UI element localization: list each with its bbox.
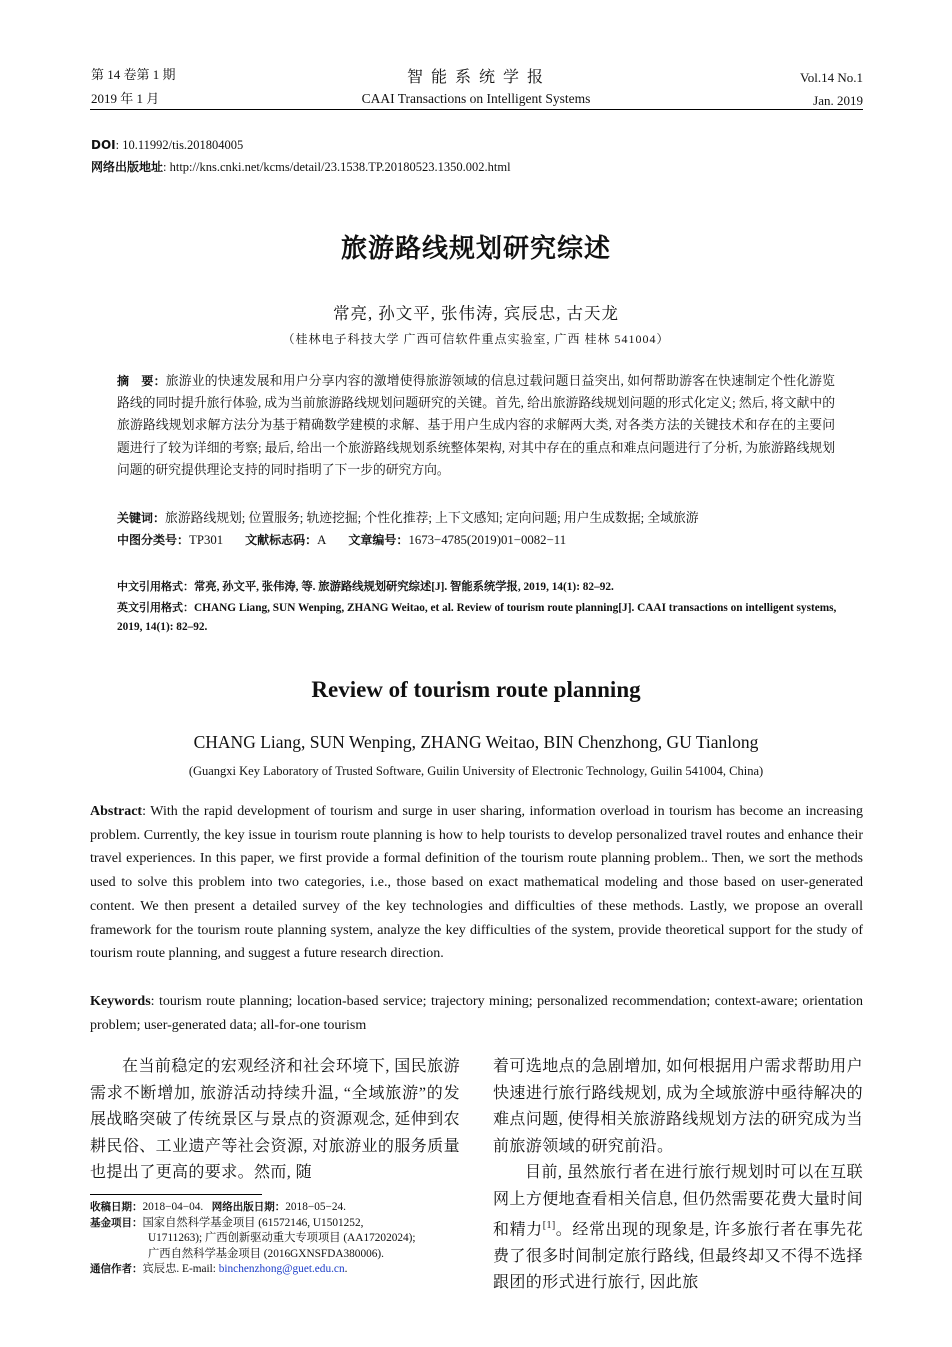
clc-value: TP301 [189,533,224,547]
footnote-fund [90,1216,460,1232]
abstract-en [90,800,863,966]
corresponding-email-link[interactable]: binchenzhong@guet.edu.cn [218,1263,345,1275]
header-rule [90,109,863,110]
doc-code-label: 文献标志码： [245,533,318,547]
body-left-column [90,1054,460,1187]
issue-en: Vol.14 No.1 [800,70,863,85]
received-label: 收稿日期： [90,1201,143,1213]
corresponding-name: 宾辰忠. E-mail: [142,1263,219,1275]
abstract-cn-label: 摘 要： [117,374,166,388]
doc-code-value: A [317,533,327,547]
clc-label: 中图分类号： [117,533,190,547]
classification-line [117,529,835,551]
affiliation-en: (Guangxi Key Laboratory of Trusted Software, Guilin University of Electronic Technology, Guilin 541004, China) [188,764,764,778]
issue-cn: 第 14 卷第 1 期 [91,67,176,82]
fund-line-3: 广西自然科学基金项目 (2016GXNSFDA380006). [148,1247,384,1260]
abstract-en-text: : With the rapid development of tourism and surge in user sharing, information overload in tourism has become an increasing problem. Currently, the key issue in tourism route planning is how to help tourists to develop personalized travel routes and enhance their travel experiences. In this paper, we first provide a formal definition of the tourism route planning problem.. Then, we sort the methods used to solve this problem into two categories, i.e., those based on exact mathematical modeling and those based on user-generated content. We then present a detailed survey of the key technologies and difficulties of these methods. Lastly, we propose an overall framework for the tourism route planning system, analyze the key difficulties of the system, provide theoretical support for the study of tourism route planning, and suggest a future research direction. [90,804,863,962]
online-date-label: 网络出版日期： [211,1201,286,1213]
keywords-cn-label: 关键词： [117,511,166,525]
body-right-column [493,1054,863,1297]
citation-en [117,598,837,637]
fund-line-2: U1711263); 广西创新驱动重大专项项目 (AA17202024); [148,1232,416,1244]
reference-1-link[interactable]: [1] [542,1220,556,1231]
online-date: 2018−05−24. [285,1201,347,1213]
footnote-corresponding [90,1262,460,1278]
footnote-rule [90,1194,262,1195]
body-paragraph-3-b: 。经常出现的现象是, 许多旅行者在事先花费了很多时间制定旅行路线, 但最终却又不得不选择跟团的形式进行旅行, 因此旅 [493,1221,863,1292]
citation-cn-label: 中文引用格式： [117,580,194,593]
journal-title-cn: 智 能 系 统 学 报 [406,69,545,86]
abstract-en-label: Abstract [90,804,143,819]
doi-value[interactable]: : 10.11992/tis.201804005 [115,138,244,152]
paper-title-cn: 旅游路线规划研究综述 [340,234,611,264]
affiliation-cn: （桂林电子科技大学 广西可信软件重点实验室, 广西 桂林 541004） [282,332,670,346]
date-cn: 2019 年 1 月 [91,91,160,106]
citation-cn-text: 常亮, 孙文平, 张伟涛, 等. 旅游路线规划研究综述[J]. 智能系统学报, 2019, 14(1): 82–92. [194,581,614,593]
keywords-en [90,990,863,1037]
body-paragraph-3-a: 目前, 虽然旅行者在进行旅行规划时可以在互联网上方便地查看相关信息, 但仍然需要花费大量时间和精力 [493,1164,863,1239]
citation-en-label: 英文引用格式： [117,601,194,614]
received-date: 2018−04−04. [142,1201,204,1213]
abstract-cn-text: 旅游业的快速发展和用户分享内容的激增使得旅游领域的信息过载问题日益突出, 如何帮助游客在快速制定个性化游览路线的同时提升旅行体验, 成为当前旅游路线规划问题研究的关键。首先, 给出旅游路线规划问题的形式化定义; 然后, 将文献中的旅游路线规划求解方法分为基于精确数学建模的求解、基于用户生成内容的求解两大类, 对各类方法的关键技术和存在的主要问题进行了较为详细的考察; 最后, 给出一个旅游路线规划系统整体架构, 对其中存在的重点和难点问题进行了分析, 为旅游路线规划问题的研究提供理论支持的同时指明了下一步的研究方向。 [117,374,835,477]
corresponding-label: 通信作者： [90,1263,143,1275]
online-address-label: 网络出版地址 [91,160,164,174]
online-address-line [91,158,511,177]
corresponding-end: . [344,1263,348,1275]
authors-cn: 常亮, 孙文平, 张伟涛, 宾辰忠, 古天龙 [333,304,619,323]
fund-label: 基金项目： [90,1216,143,1229]
footnote-dates [90,1200,460,1216]
keywords-cn-text: 旅游路线规划; 位置服务; 轨迹挖掘; 个性化推荐; 上下文感知; 定向问题; 用户生成数据; 全域旅游 [165,511,699,525]
keywords-en-text: : tourism route planning; location-based service; trajectory mining; personalized recommendation; context-aware; orientation problem; user-generated data; all-for-one tourism [90,994,863,1033]
keywords-cn [117,507,835,529]
footnote [90,1200,460,1278]
online-address-link[interactable]: : http://kns.cnki.net/kcms/detail/23.1538.TP.20180523.1350.002.html [163,160,511,174]
journal-title-en: CAAI Transactions on Intelligent Systems [361,91,591,106]
citation-en-text: CHANG Liang, SUN Wenping, ZHANG Weitao, et al. Review of tourism route planning[J]. CAAI transactions on intelligent systems, 2019, 14(1): 82–92. [117,602,837,633]
abstract-cn [117,370,835,481]
body-paragraph-2: 着可选地点的急剧增加, 如何根据用户需求帮助用户快速进行旅行路线规划, 成为全域旅游中亟待解决的难点问题, 使得相关旅游路线规划方法的研究成为当前旅游领域的研究前沿。 [493,1058,863,1155]
body-paragraph-1: 在当前稳定的宏观经济和社会环境下, 国民旅游需求不断增加, 旅游活动持续升温, “全域旅游”的发展战略突破了传统景区与景点的资源观念, 延伸到农耕民俗、工业遗产等社会资源, 对旅游业的服务质量也提出了更高的要求。然而, 随 [90,1058,460,1181]
authors-en: CHANG Liang, SUN Wenping, ZHANG Weitao, BIN Chenzhong, GU Tianlong [193,732,759,752]
citation-cn [117,577,837,597]
doi-line [91,136,243,155]
date-en: Jan. 2019 [813,93,863,108]
fund-line-1: 国家自然科学基金项目 (61572146, U1501252, [142,1216,364,1229]
paper-title-en: Review of tourism route planning [311,677,641,702]
keywords-en-label: Keywords [90,994,151,1009]
doi-label: DOI [91,138,116,152]
body-paragraph-3 [493,1160,863,1297]
article-no-label: 文章编号： [348,533,409,547]
article-no-value: 1673−4785(2019)01−0082−11 [408,533,567,547]
